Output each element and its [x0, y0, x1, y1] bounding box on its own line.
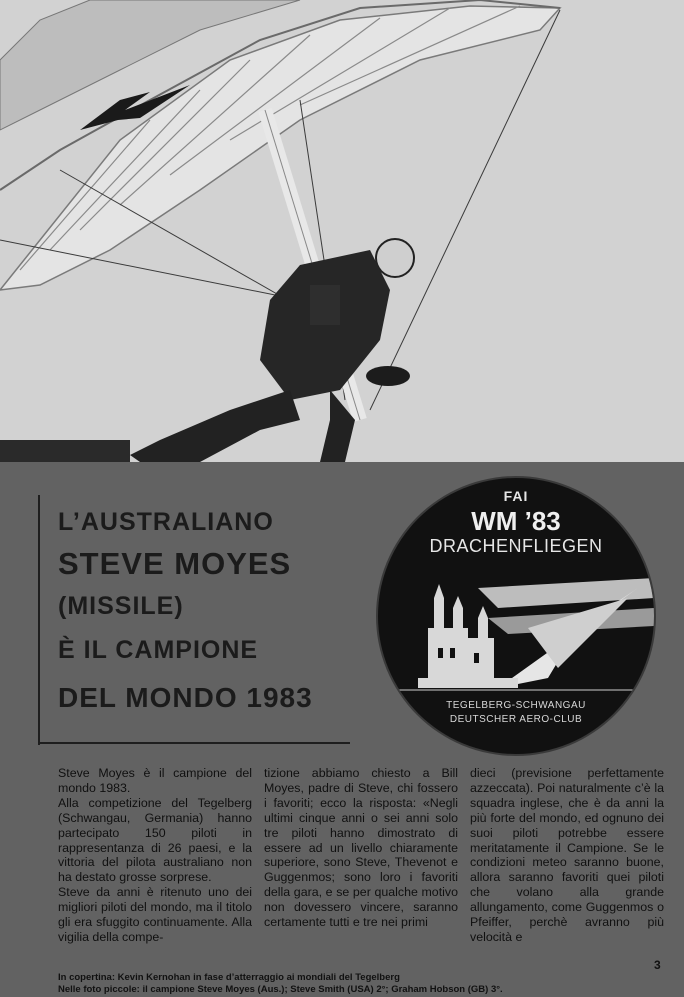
photos-caption: Nelle foto piccole: il campione Steve Moyes (Aus.); Steve Smith (USA) 2°; Graham Hobson (GB) 3°. — [58, 984, 503, 995]
headline-horizontal-rule — [40, 742, 350, 744]
headline-line-4: È IL CAMPIONE — [58, 636, 259, 664]
hang-glider-illustration — [0, 0, 684, 462]
headline-line-1: L’AUSTRALIANO — [58, 508, 274, 536]
badge-fai-label: FAI — [503, 488, 529, 504]
badge-place: TEGELBERG-SCHWANGAU — [446, 700, 586, 711]
badge-event-title: WM ’83 — [471, 506, 561, 536]
article-column-2 — [264, 766, 458, 944]
article-paragraph: tizione abbiamo chiesto a Bill Moyes, padre di Steve, chi fossero i favoriti; ecco la risposta: «Negli ultimi cinque anni o sei anni solo tre piloti hanno dimostrato di essere ad un livello chiaramente superiore, sono Steve, Thevenot e Guggenmos; sono loro i favoriti della gara, e se per qualche motivo non dovessero vincere, saranno certamente tutti e tre nei primi — [264, 766, 458, 930]
headline-line-5: DEL MONDO 1983 — [58, 682, 313, 713]
page-number: 3 — [654, 958, 661, 972]
cover-photo-hang-glider-pilot — [0, 0, 684, 462]
article-paragraph: Steve da anni è ritenuto uno dei migliori piloti del mondo, ma il titolo gli era sfuggito continuamente. Alla vigilia della compe- — [58, 885, 252, 944]
headline-line-2: STEVE MOYES — [58, 546, 292, 581]
article-paragraph: dieci (previsione perfettamente azzeccata). Poi naturalmente c’è la squadra inglese, che è da anni la più forte del mondo, ed ognuno dei suoi piloti potrebbe essere meritatamente il Campione. Se le condizioni meteo saranno buone, allora saranno favoriti quei piloti che volano alla grande allungamento, come Guggenmos o Pfeiffer, perchè avranno più velocità e — [470, 766, 664, 944]
badge-club: DEUTSCHER AERO-CLUB — [449, 714, 583, 725]
article-column-3 — [470, 766, 664, 944]
badge-discipline: DRACHENFLIEGEN — [429, 536, 603, 556]
cover-caption: In copertina: Kevin Kernohan in fase d’atterraggio ai mondiali del Tegelberg — [58, 972, 400, 983]
headline-vertical-rule — [38, 495, 40, 745]
article-column-1 — [58, 766, 252, 944]
article-paragraph: Alla competizione del Tegelberg (Schwangau, Germania) hanno partecipato 150 piloti in rappresentanza di 26 paesi, e la vittoria del pilota australiano non ha destato grosse sorprese. — [58, 795, 252, 885]
headline-line-3: (MISSILE) — [58, 592, 184, 620]
wm83-event-badge — [378, 478, 654, 754]
article-paragraph: Steve Moyes è il campione del mondo 1983. — [58, 766, 252, 795]
article-columns — [58, 766, 666, 944]
